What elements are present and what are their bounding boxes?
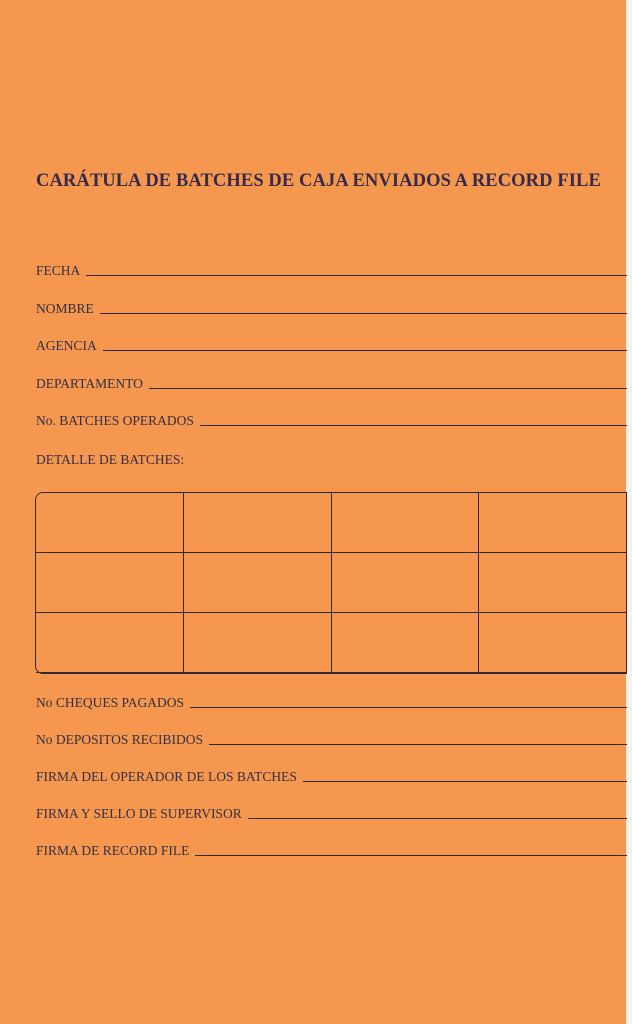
cheques-pagados-field[interactable] [36, 695, 627, 711]
fecha-field[interactable] [36, 263, 627, 279]
cheques-pagados-label: No CHEQUES PAGADOS [36, 695, 185, 710]
firma-operador-line[interactable] [303, 780, 627, 782]
departamento-label: DEPARTAMENTO [36, 376, 143, 391]
batch-cell[interactable] [332, 493, 480, 553]
batch-cell[interactable] [184, 553, 332, 613]
departamento-field[interactable] [36, 376, 627, 392]
batch-cell[interactable] [36, 553, 184, 613]
firma-supervisor-line[interactable] [248, 817, 627, 819]
batch-row [36, 613, 627, 673]
firma-supervisor-field[interactable] [36, 806, 627, 822]
batch-cell[interactable] [479, 493, 627, 553]
nombre-line[interactable] [100, 312, 627, 314]
batch-cell[interactable] [479, 613, 627, 673]
detalle-batches-label: DETALLE DE BATCHES: [36, 452, 185, 467]
batch-cell[interactable] [332, 553, 480, 613]
batches-operados-field[interactable] [36, 413, 627, 429]
agencia-field[interactable] [36, 338, 627, 354]
firma-operador-field[interactable] [36, 769, 627, 785]
cheques-pagados-line[interactable] [190, 706, 627, 708]
batch-cell[interactable] [332, 613, 480, 673]
batch-cell[interactable] [479, 553, 627, 613]
depositos-recibidos-field[interactable] [36, 732, 627, 748]
fecha-line[interactable] [86, 274, 627, 276]
firma-supervisor-label: FIRMA Y SELLO DE SUPERVISOR [36, 806, 242, 821]
batch-cell[interactable] [36, 493, 184, 553]
form-title: CARÁTULA DE BATCHES DE CAJA ENVIADOS A RECORD FILE [36, 171, 601, 191]
batches-operados-label: No. BATCHES OPERADOS [36, 413, 194, 428]
depositos-recibidos-label: No DEPOSITOS RECIBIDOS [36, 732, 204, 747]
nombre-field[interactable] [36, 301, 627, 317]
batch-row [36, 553, 627, 613]
departamento-line[interactable] [149, 387, 627, 389]
batch-cell[interactable] [184, 493, 332, 553]
batch-row [36, 493, 627, 553]
agencia-label: AGENCIA [36, 338, 97, 353]
agencia-line[interactable] [103, 349, 627, 351]
batches-detail-table [35, 492, 627, 674]
fecha-label: FECHA [36, 263, 81, 278]
batch-cell[interactable] [184, 613, 332, 673]
nombre-label: NOMBRE [36, 301, 94, 316]
firma-record-file-field[interactable] [36, 843, 627, 859]
firma-operador-label: FIRMA DEL OPERADOR DE LOS BATCHES [36, 769, 297, 784]
firma-record-file-label: FIRMA DE RECORD FILE [36, 843, 190, 858]
batch-cell[interactable] [36, 613, 184, 673]
depositos-recibidos-line[interactable] [209, 743, 627, 745]
batches-operados-line[interactable] [200, 424, 627, 426]
firma-record-file-line[interactable] [195, 854, 627, 856]
